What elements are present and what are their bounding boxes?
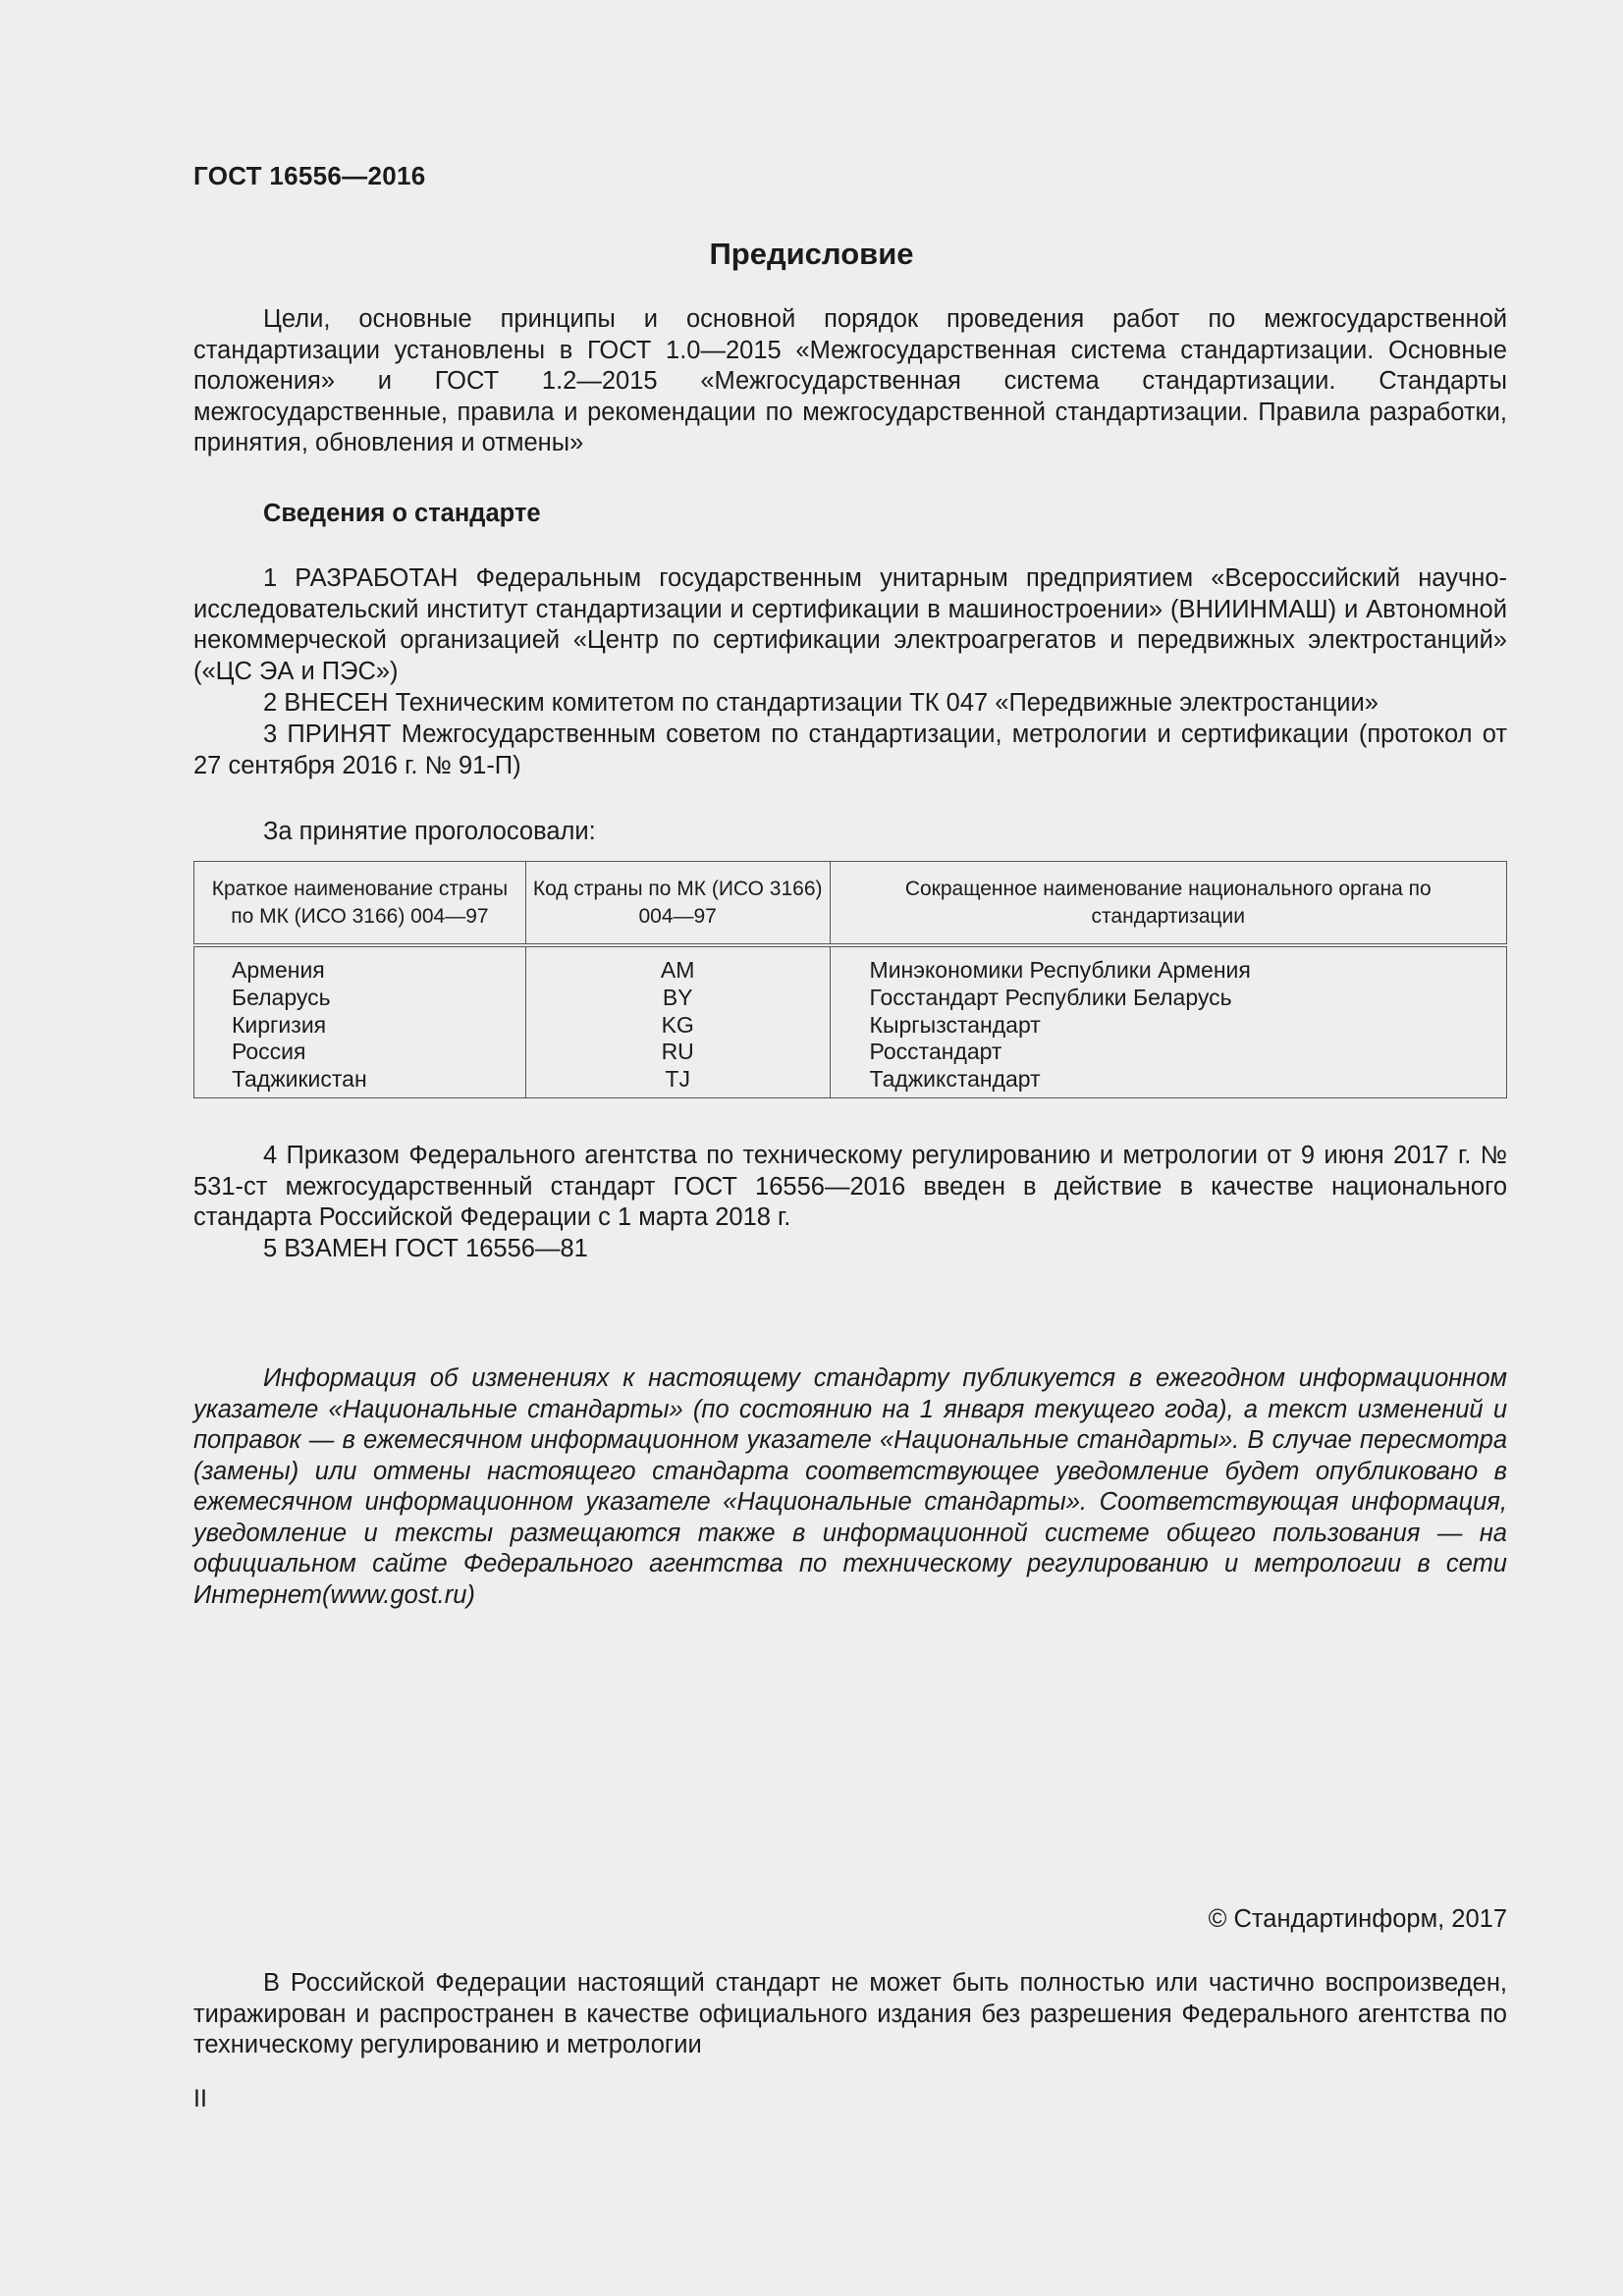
document-code: ГОСТ 16556—2016 [193, 161, 426, 190]
standards-body: Росстандарт [830, 1039, 1506, 1066]
country-code: BY [525, 985, 830, 1012]
country-code: TJ [525, 1066, 830, 1097]
country-name: Армения [194, 945, 526, 985]
table-header-row [194, 862, 1507, 946]
table-row [194, 1039, 1507, 1066]
country-name: Беларусь [194, 985, 526, 1012]
header-country-name: Краткое наименование страны по МК (ИСО 3166) 004—97 [194, 862, 526, 946]
item-3-adopted: 3 ПРИНЯТ Межгосударственным советом по стандартизации, метрологии и сертификации (протокол от 27 сентября 2016 г. № 91-П) [193, 721, 1507, 779]
country-name: Таджикистан [194, 1066, 526, 1097]
standards-body: Таджикстандарт [830, 1066, 1506, 1097]
country-code: KG [525, 1012, 830, 1040]
copyright-line: © Стандартинформ, 2017 [1208, 1905, 1507, 1933]
page-title: Предисловие [709, 237, 914, 271]
item-5-replaces: 5 ВЗАМЕН ГОСТ 16556—81 [263, 1235, 588, 1262]
header-country-code: Код страны по МК (ИСО 3166) 004—97 [525, 862, 830, 946]
reproduction-notice: В Российской Федерации настоящий стандарт не может быть полностью или частично воспроизведен, тиражирован и распространен в качестве официального издания без разрешения Федерального агентства по техническому регулированию и метрологии [193, 1969, 1507, 2058]
table-row [194, 945, 1507, 985]
voting-table [193, 861, 1507, 1098]
standards-body: Госстандарт Республики Беларусь [830, 985, 1506, 1012]
item-4-order: 4 Приказом Федерального агентства по техническому регулированию и метрологии от 9 июня 2017 г. № 531-ст межгосударственный стандарт ГОСТ 16556—2016 введен в действие в качестве национального стандарта Российской Федерации с 1 марта 2018 г. [193, 1142, 1507, 1231]
intro-paragraph: Цели, основные принципы и основной порядок проведения работ по межгосударственной стандартизации установлены в ГОСТ 1.0—2015 «Межгосударственная система стандартизации. Основные положения» и ГОСТ 1.2—2015 «Межгосударственная система стандартизации. Стандарты межгосударственные, правила и рекомендации по межгосударственной стандартизации. Правила разработки, принятия, обновления и отмены» [193, 305, 1507, 456]
country-name: Россия [194, 1039, 526, 1066]
info-heading: Сведения о стандарте [263, 500, 541, 527]
country-name: Киргизия [194, 1012, 526, 1040]
votes-intro: За принятие проголосовали: [263, 818, 596, 845]
standards-body: Минэкономики Республики Армения [830, 945, 1506, 985]
country-code: AM [525, 945, 830, 985]
change-notice: Информация об изменениях к настоящему стандарту публикуется в ежегодном информационном указателе «Национальные стандарты» (по состоянию на 1 января текущего года), а текст изменений и поправок — в ежемесячном информационном указателе «Национальные стандарты». В случае пересмотра (замены) или отмены настоящего стандарта соответствующее уведомление будет опубликовано в ежемесячном информационном указателе «Национальные стандарты». Соответствующая информация, уведомление и тексты размещаются также в информационной системе общего пользования — на официальном сайте Федерального агентства по техническому регулированию и метрологии в сети Интернет(www.gost.ru) [193, 1364, 1507, 1609]
item-1-developed: 1 РАЗРАБОТАН Федеральным государственным унитарным предприятием «Всероссийский научно-исследовательский институт стандартизации и сертификации в машиностроении» (ВНИИНМАШ) и Автономной некоммерческой организацией «Центр по сертификации электроагрегатов и передвижных электростанций» («ЦС ЭА и ПЭС») [193, 564, 1507, 685]
item-2-submitted: 2 ВНЕСЕН Техническим комитетом по стандартизации ТК 047 «Передвижные электростанции» [263, 689, 1379, 717]
table-row [194, 1066, 1507, 1097]
header-standards-body: Сокращенное наименование национального органа по стандартизации [830, 862, 1506, 946]
page-number: II [193, 2085, 207, 2112]
standards-body: Кыргызстандарт [830, 1012, 1506, 1040]
country-code: RU [525, 1039, 830, 1066]
table-row [194, 985, 1507, 1012]
table-row [194, 1012, 1507, 1040]
